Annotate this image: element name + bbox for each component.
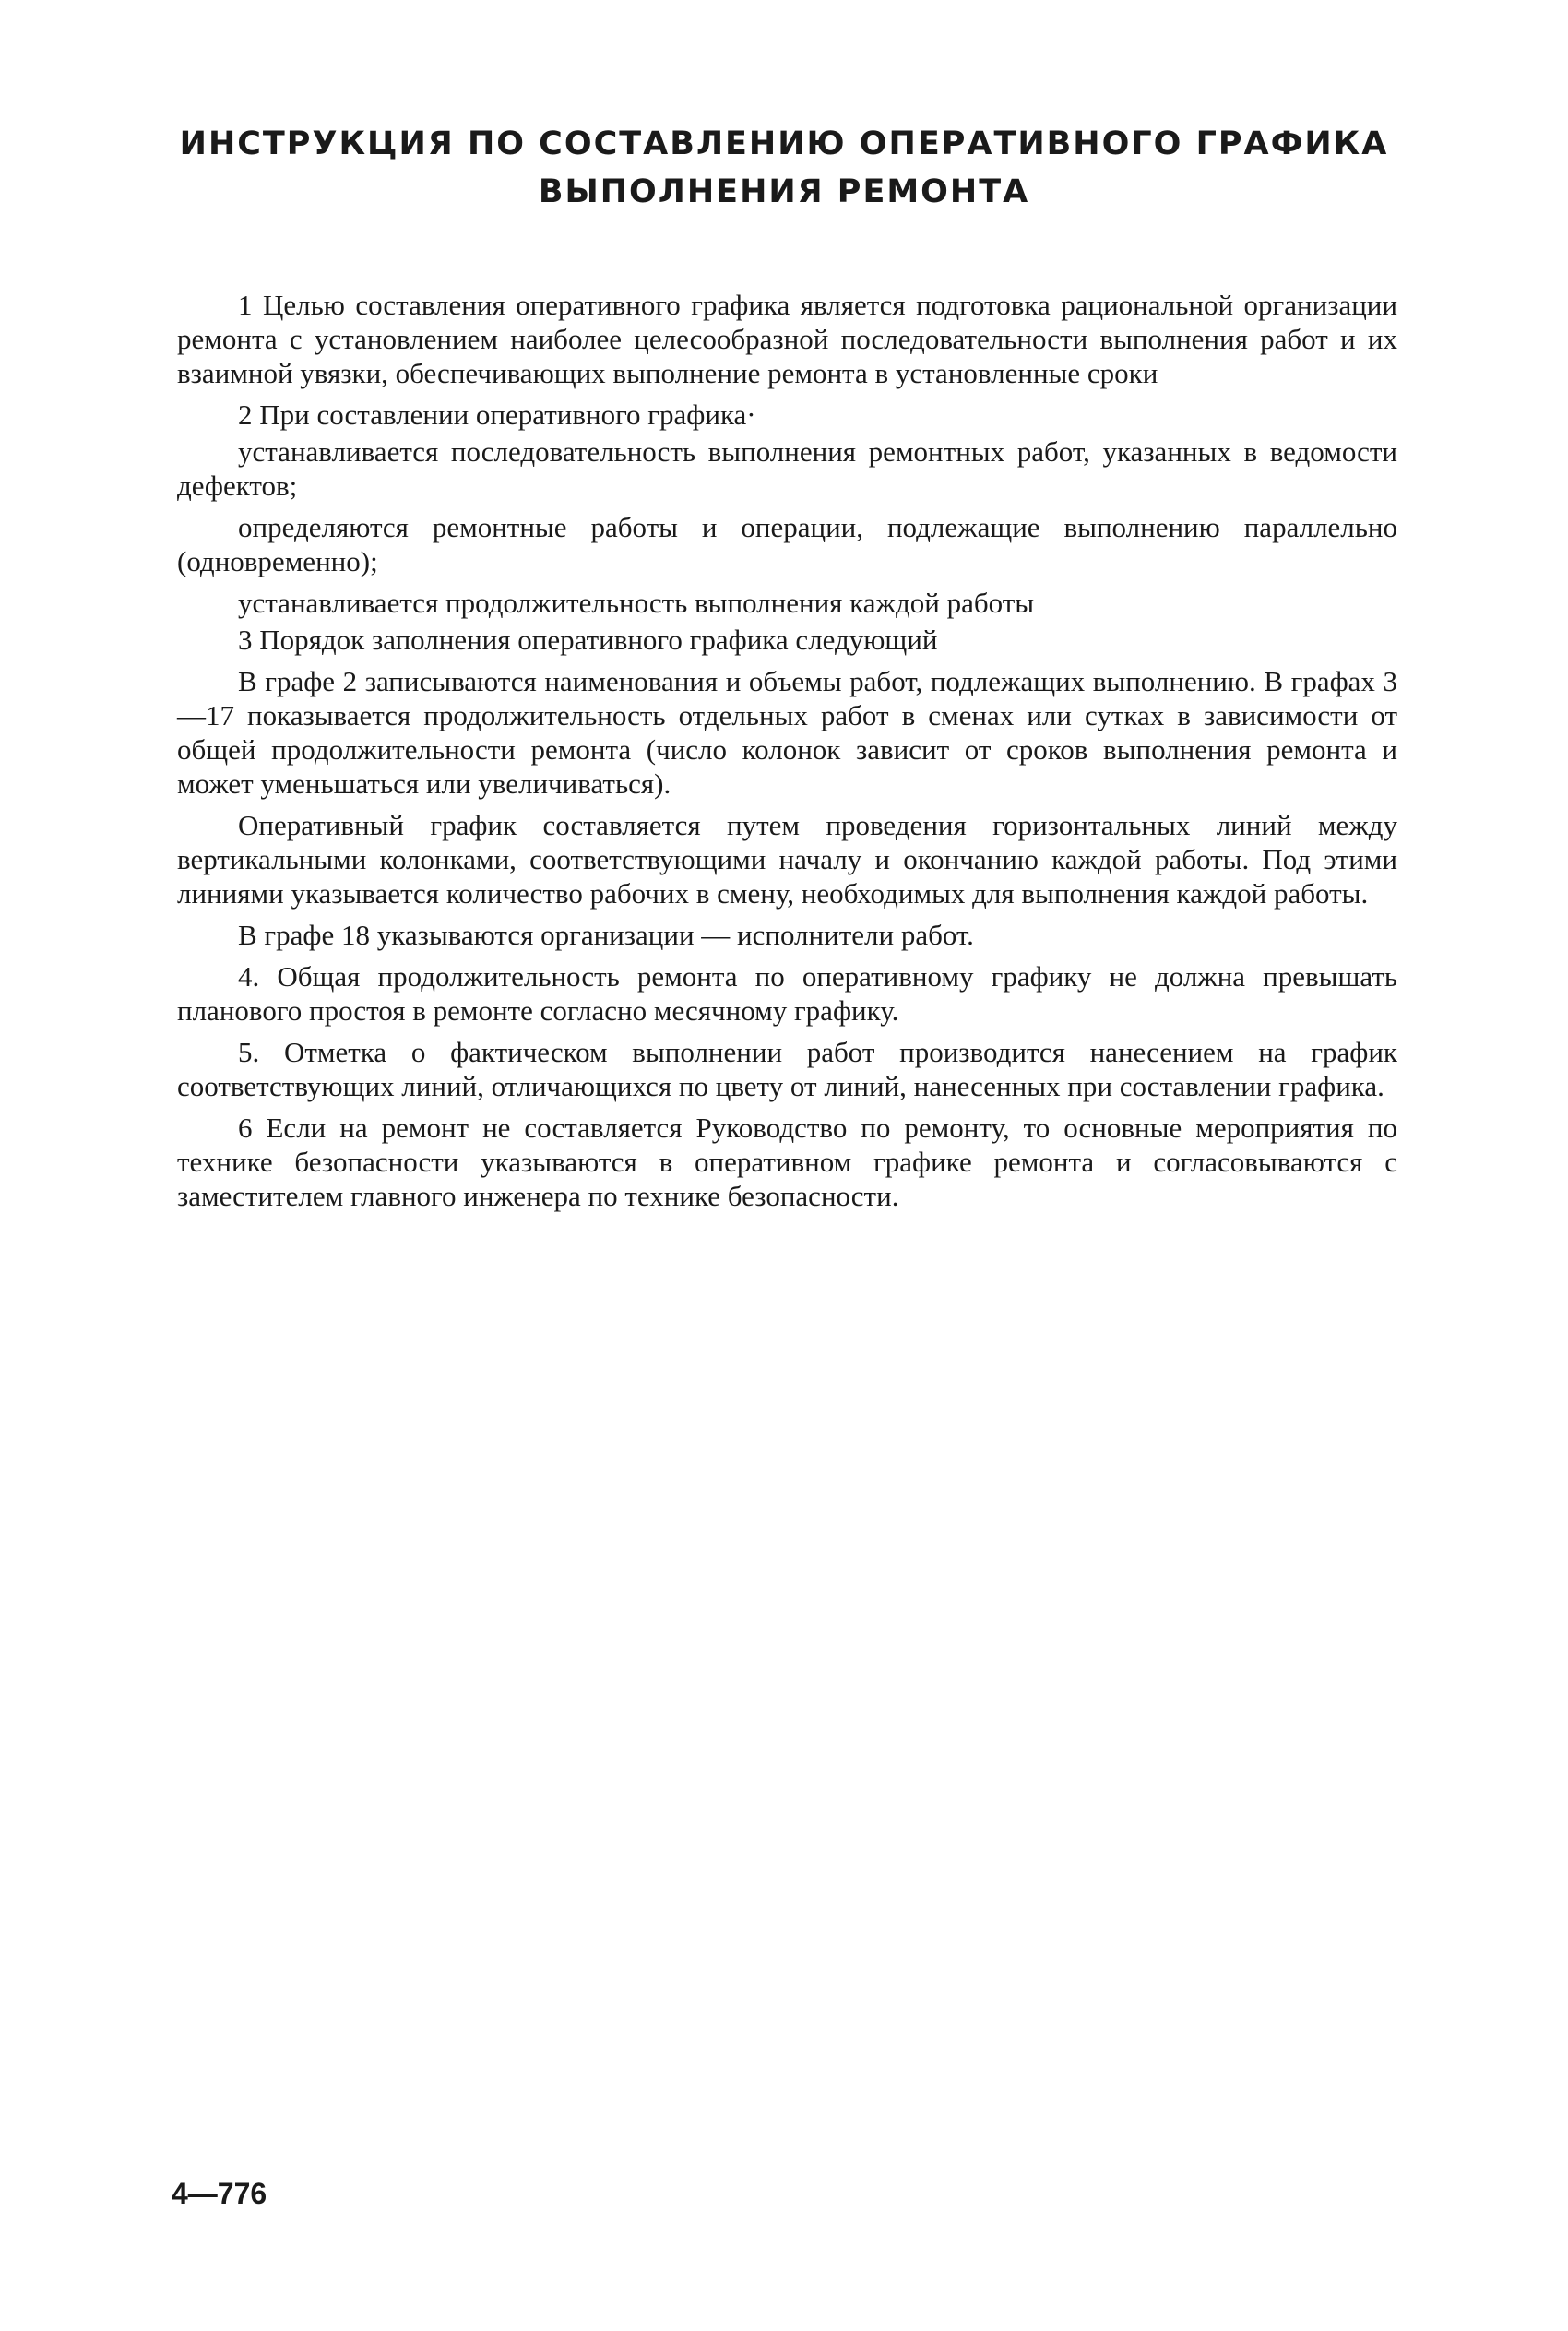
paragraph-2-item-2: определяются ремонтные работы и операции, подлежащие выполнению параллельно (одновременно);	[177, 511, 1397, 577]
paragraph-2-item-3: устанавливается продолжительность выполнения каждой работы	[238, 587, 1035, 619]
paragraph-4: 4. Общая продолжительность ремонта по оперативному графику не должна превышать планового простоя в ремонте согласно месячному графику.	[177, 960, 1397, 1027]
title-line-2: ВЫПОЛНЕНИЯ РЕМОНТА	[538, 173, 1030, 210]
paragraph-6: 6 Если на ремонт не составляется Руководство по ремонту, то основные мероприятия по технике безопасности указываются в оперативном графике ремонта и согласовываются с заместителем главного инженера по технике безопасности.	[177, 1112, 1397, 1212]
paragraph-1: 1 Целью составления оперативного графика является подготовка рациональной организации ремонта с установлением наиболее целесообразной последовательности выполнения работ и их взаимной увязки, обеспечивающих выполнение ремонта в установленные сроки	[177, 289, 1397, 389]
paragraph-5: 5. Отметка о фактическом выполнении работ производится нанесением на график соответствующих линий, отличающихся по цвету от линий, нанесенных при составлении графика.	[177, 1036, 1397, 1102]
document-title	[175, 120, 1393, 216]
page-number: 4—776	[172, 2177, 267, 2210]
document-body	[177, 288, 1397, 1220]
paragraph-2-item-1: устанавливается последовательность выполнения ремонтных работ, указанных в ведомости дефектов;	[177, 435, 1397, 502]
paragraph-3-detail-1: В графе 2 записываются наименования и объемы работ, подлежащих выполнению. В графах 3—17 показывается продолжительность отдельных работ в сменах или сутках в зависимости от общей продолжительности ремонта (число колонок зависит от сроков выполнения ремонта и может уменьшаться или увеличиваться).	[177, 665, 1397, 800]
paragraph-3-detail-2: Оперативный график составляется путем проведения горизонтальных линий между вертикальными колонками, соответствующими началу и окончанию каждой работы. Под этими линиями указывается количество рабочих в смену, необходимых для выполнения каждой работы.	[177, 809, 1397, 910]
title-line-1: ИНСТРУКЦИЯ ПО СОСТАВЛЕНИЮ ОПЕРАТИВНОГО ГРАФИКА	[179, 125, 1389, 162]
paragraph-3-detail-3: В графе 18 указываются организации — исполнители работ.	[238, 919, 974, 951]
paragraph-2: 2 При составлении оперативного графика·	[238, 398, 756, 431]
paragraph-3: 3 Порядок заполнения оперативного графика следующий	[238, 624, 938, 656]
